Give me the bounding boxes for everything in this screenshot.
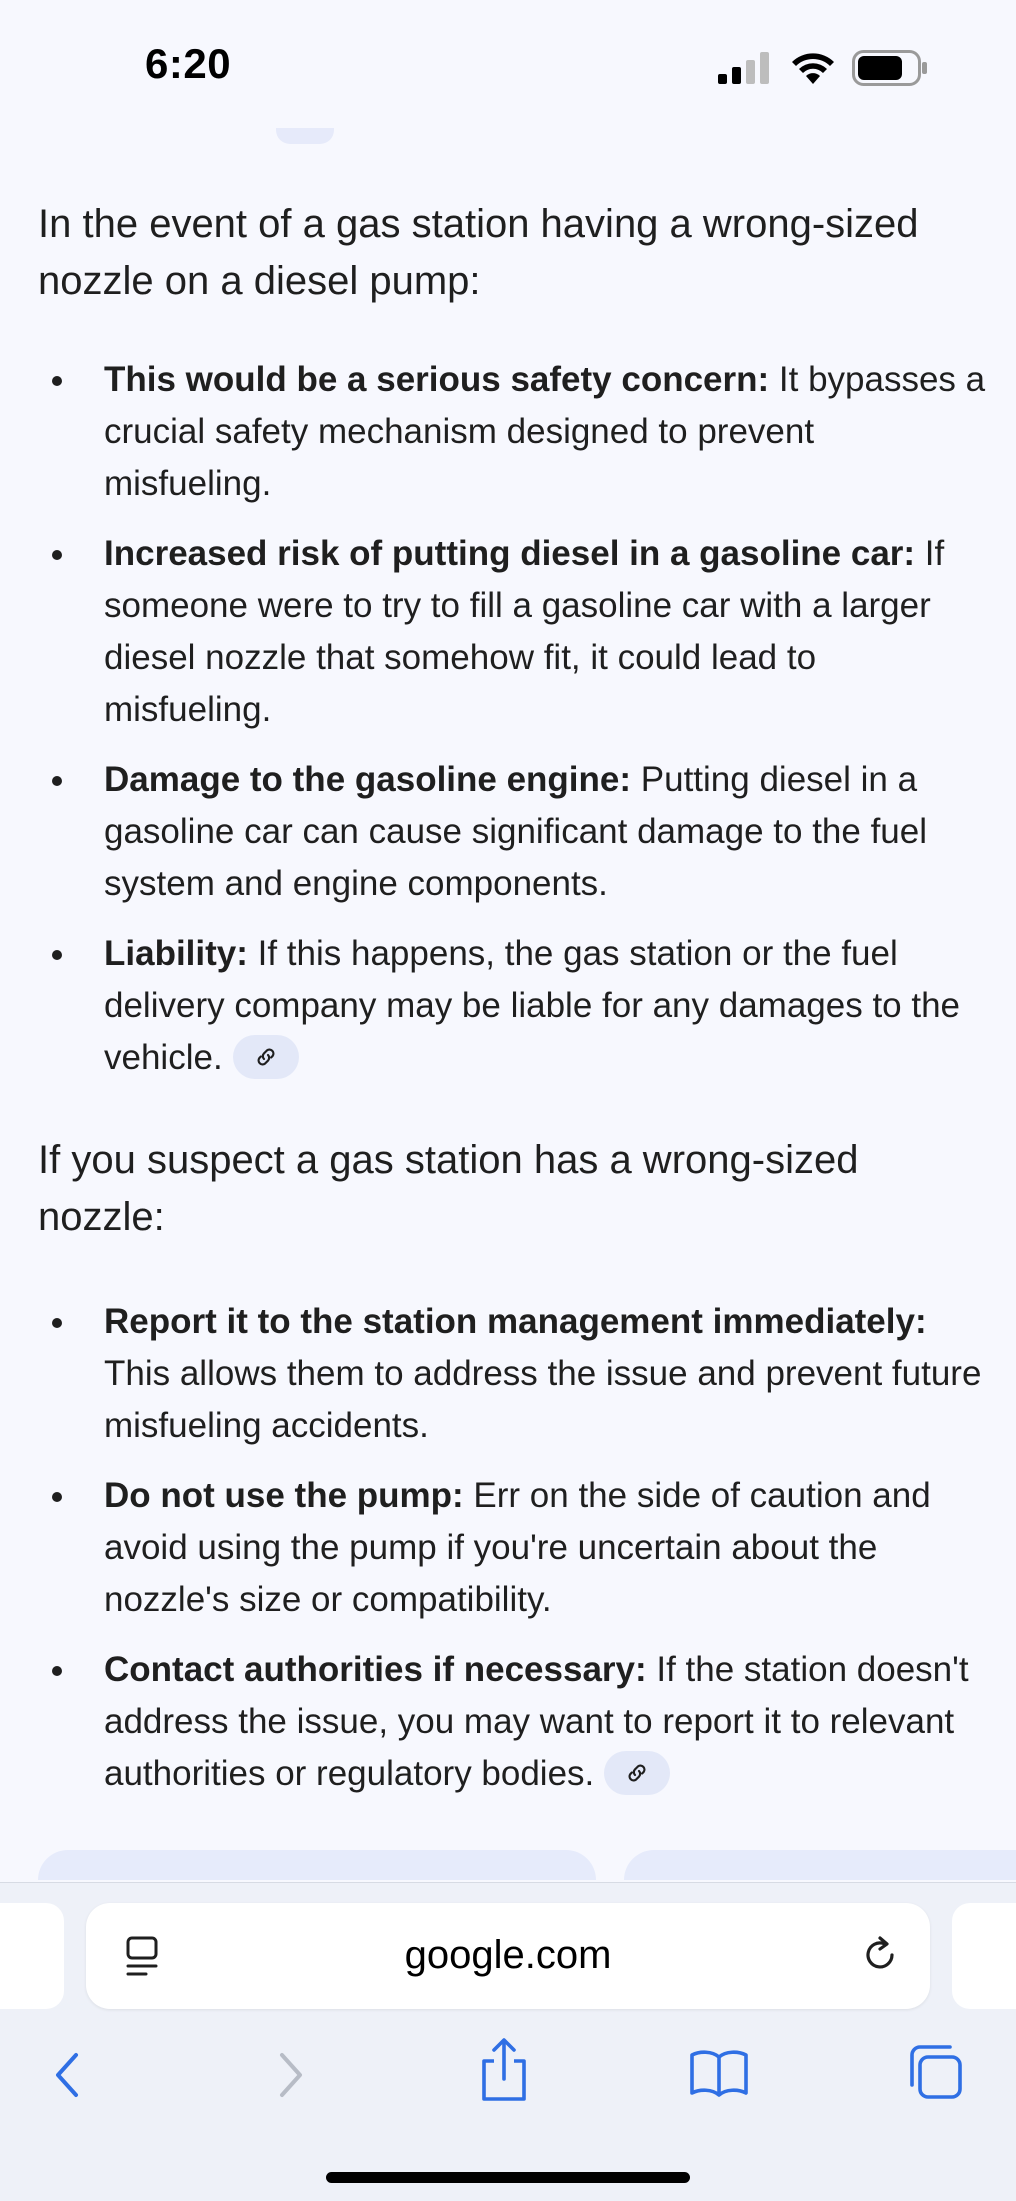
section-heading-2: If you suspect a gas station has a wrong-sized nozzle: [38,1138,859,1239]
list-item-bold: Liability: [104,934,248,973]
back-chevron-icon[interactable] [48,2045,88,2105]
list-item-bold: This would be a serious safety concern: [104,360,770,399]
section-1-list [38,354,988,1102]
share-icon[interactable] [476,2035,532,2105]
section-heading-1: In the event of a gas station having a wrong-sized nozzle on a diesel pump: [38,202,919,303]
list-item [38,354,988,510]
list-item-bold: Increased risk of putting diesel in a gasoline car: [104,534,916,573]
list-item-bold: Do not use the pump: [104,1476,464,1515]
source-link-chip[interactable] [604,1751,670,1795]
list-item-bold: Contact authorities if necessary: [104,1650,647,1689]
link-icon [625,1761,649,1785]
status-bar [0,0,1016,130]
cellular-signal-icon [718,52,772,84]
battery-icon [852,50,928,86]
link-icon [254,1045,278,1069]
tabs-icon[interactable] [906,2043,966,2101]
list-item-bold: Report it to the station management immediately: [104,1302,927,1341]
previous-tab-preview[interactable] [0,1903,64,2009]
list-item-bold: Damage to the gasoline engine: [104,760,632,799]
section-2-list [38,1296,988,1818]
reload-icon[interactable] [858,1933,902,1977]
address-bar[interactable] [86,1903,930,2009]
home-indicator[interactable] [326,2172,690,2183]
url-text: google.com [404,1933,612,1977]
list-item-text: It bypasses a crucial safety mechanism designed to prevent misfueling. [104,360,986,503]
status-time: 6:20 [145,40,232,87]
list-item [38,754,988,910]
list-item-text: This allows them to address the issue and prevent future misfueling accidents. [104,1354,982,1445]
list-item-text: If the station doesn't address the issue, you may want to report it to relevant authorities or regulatory bodies. [104,1650,969,1793]
bullet [52,1666,62,1676]
next-tab-preview[interactable] [952,1903,1016,2009]
top-chip [276,128,334,144]
wifi-icon [790,50,836,86]
suggestion-card[interactable] [38,1850,596,1880]
list-item-text: Err on the side of caution and avoid using the pump if you're uncertain about the nozzle's size or compatibility. [104,1476,931,1619]
list-item [38,1470,988,1626]
list-item [38,928,988,1084]
forward-chevron-icon[interactable] [270,2045,310,2105]
suggestion-cards-strip [0,1850,1016,1880]
list-item-text: If this happens, the gas station or the fuel delivery company may be liable for any damages to the vehicle. [104,934,961,1077]
bullet [52,776,62,786]
list-item [38,1644,988,1800]
bullet [52,1492,62,1502]
bullet [52,1318,62,1328]
source-link-chip[interactable] [233,1035,299,1079]
list-item [38,1296,988,1452]
list-item-text: Putting diesel in a gasoline car can cause significant damage to the fuel system and engine components. [104,760,928,903]
bullet [52,950,62,960]
suggestion-card[interactable] [624,1850,1016,1880]
bookmarks-book-icon[interactable] [688,2047,750,2099]
bullet [52,550,62,560]
bullet [52,376,62,386]
answer-content [38,196,988,1793]
list-item [38,528,988,736]
browser-chrome [0,1882,1016,2201]
list-item-text: If someone were to try to fill a gasoline car with a larger diesel nozzle that somehow fit, it could lead to misfueling. [104,534,945,729]
